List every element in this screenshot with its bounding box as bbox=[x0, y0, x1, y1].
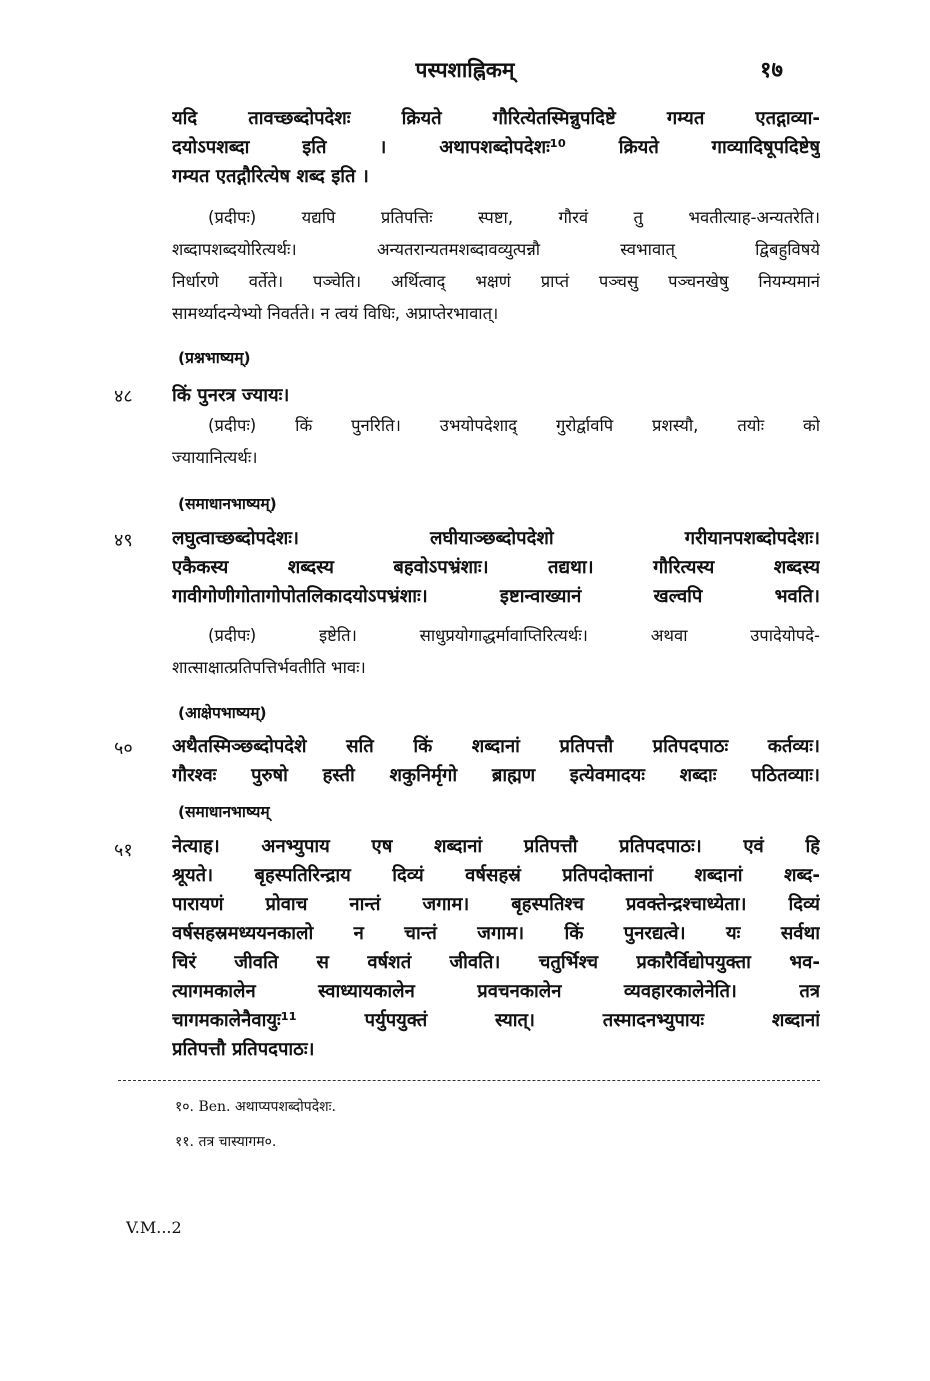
text-line: वर्षसहस्रमध्ययनकालो न चान्तं जगाम। किं पुनरद्यत्वे। यः सर्वथा bbox=[172, 923, 820, 944]
footnote-10: १०. Ben. अथाप्यपशब्दोपदेशः. bbox=[175, 1099, 336, 1115]
text-line: अथैतस्मिञ्छब्दोपदेशे सति किं शब्दानां प्रतिपत्तौ प्रतिपदपाठः कर्तव्यः। bbox=[172, 736, 820, 757]
text-line: श्रूयते। बृहस्पतिरिन्द्राय दिव्यं वर्षसहस्रं प्रतिपदोक्तानां शब्दानां शब्द- bbox=[172, 865, 820, 886]
sutra-number-49: ४९ bbox=[114, 530, 133, 551]
text-line: किं पुनरत्र ज्यायः। bbox=[172, 385, 290, 406]
section-label-prashna: (प्रश्नभाष्यम्) bbox=[178, 349, 251, 367]
bhashya-paragraph-49 bbox=[172, 524, 820, 611]
pradipa-commentary-48 bbox=[172, 410, 820, 474]
text-line: गौरश्वः पुरुषो हस्ती शकुनिर्मृगो ब्राह्मण इत्येवमादयः शब्दाः पठितव्याः। bbox=[172, 765, 820, 786]
text-line: पारायणं प्रोवाच नान्तं जगाम। बृहस्पतिश्च प्रवक्तेन्द्रश्चाध्येता। दिव्यं bbox=[172, 894, 820, 915]
text-line: निर्धारणे वर्तेते। पञ्चेति। अर्थित्वाद् भक्षणं प्राप्तं पञ्चसु पञ्चनखेषु नियम्यमानं bbox=[172, 272, 820, 291]
printer-signature-mark: V.M...2 bbox=[126, 1218, 182, 1237]
text-line: (प्रदीपः) किं पुनरिति। उभयोपदेशाद् गुरोर्द्वावपि प्रशस्यौ, तयोः को bbox=[208, 416, 820, 435]
bhashya-paragraph-51 bbox=[172, 832, 820, 1064]
bhashya-paragraph-48 bbox=[172, 381, 820, 410]
text-line: दयोऽपशब्दा इति । अथापशब्दोपदेशः¹⁰ क्रियते गाव्यादिषूपदिष्टेषु bbox=[172, 137, 820, 158]
sutra-number-50: ५० bbox=[114, 738, 133, 759]
text-line: नेत्याह। अनभ्युपाय एष शब्दानां प्रतिपत्तौ प्रतिपदपाठः। एवं हि bbox=[172, 836, 820, 857]
text-line: त्यागमकालेन स्वाध्यायकालेन प्रवचनकालेन व्यवहारकालेनेति। तत्र bbox=[172, 981, 820, 1002]
text-line: शात्साक्षात्प्रतिपत्तिर्भवतीति भावः। bbox=[172, 658, 366, 677]
text-line: गावीगोणीगोतागोपोतलिकादयोऽपभ्रंशाः। इष्टान्वाख्यानं खल्वपि भवति। bbox=[172, 586, 820, 607]
text-line: प्रतिपत्तौ प्रतिपदपाठः। bbox=[172, 1039, 315, 1060]
footnote-11: ११. तत्र चास्यागम०. bbox=[175, 1134, 277, 1150]
text-line: चिरं जीवति स वर्षशतं जीवति। चतुर्भिश्च प्रकारैर्विद्योपयुक्ता भव- bbox=[172, 952, 820, 973]
section-label-samadhana-2: (समाधानभाष्यम् bbox=[178, 803, 270, 821]
section-label-samadhana: (समाधानभाष्यम्) bbox=[178, 495, 277, 513]
pradipa-commentary-intro bbox=[172, 202, 820, 330]
text-line: (प्रदीपः) यद्यपि प्रतिपत्तिः स्पष्टा, गौरवं तु भवतीत्याह-अन्यतरेति। bbox=[208, 208, 820, 227]
sutra-number-51: ५१ bbox=[114, 840, 133, 861]
text-line: गम्यत एतद्गौरित्येष शब्द इति । bbox=[172, 166, 369, 187]
page-header bbox=[0, 52, 930, 86]
text-line: एकैकस्य शब्दस्य बहवोऽपभ्रंशाः। तद्यथा। गौरित्यस्य शब्दस्य bbox=[172, 557, 820, 578]
text-line: शब्दापशब्दयोरित्यर्थः। अन्यतरान्यतमशब्दावव्युत्पन्नौ स्वभावात् द्विबहुविषये bbox=[172, 240, 820, 259]
text-line: ज्यायानित्यर्थः। bbox=[172, 448, 258, 467]
text-line: लघुत्वाच्छब्दोपदेशः। लघीयाञ्छब्दोपदेशो गरीयानपशब्दोपदेशः। bbox=[172, 528, 820, 549]
text-line: सामर्थ्यादन्येभ्यो निवर्तते। न त्वयं विधिः, अप्राप्तेरभावात्। bbox=[172, 304, 499, 323]
pradipa-commentary-49 bbox=[172, 620, 820, 684]
sutra-number-48: ४८ bbox=[114, 386, 133, 407]
bhashya-paragraph-50 bbox=[172, 732, 820, 790]
running-title: पस्पशाह्निकम् bbox=[415, 58, 515, 82]
bhashya-paragraph-intro bbox=[172, 104, 820, 191]
text-line: चागमकालेनैवायुः¹¹ पर्युपयुक्तं स्यात्। तस्मादनभ्युपायः शब्दानां bbox=[172, 1010, 820, 1031]
section-label-akshepa: (आक्षेपभाष्यम्) bbox=[178, 704, 267, 722]
text-line: (प्रदीपः) इष्टेति। साधुप्रयोगाद्धर्मावाप्तिरित्यर्थः। अथवा उपादेयोपदे- bbox=[208, 626, 820, 645]
text-line: यदि तावच्छब्दोपदेशः क्रियते गौरित्येतस्मिन्नुपदिष्टे गम्यत एतद्गाव्या- bbox=[172, 108, 820, 129]
page-number: १७ bbox=[760, 58, 783, 83]
footnote-divider bbox=[118, 1080, 820, 1081]
